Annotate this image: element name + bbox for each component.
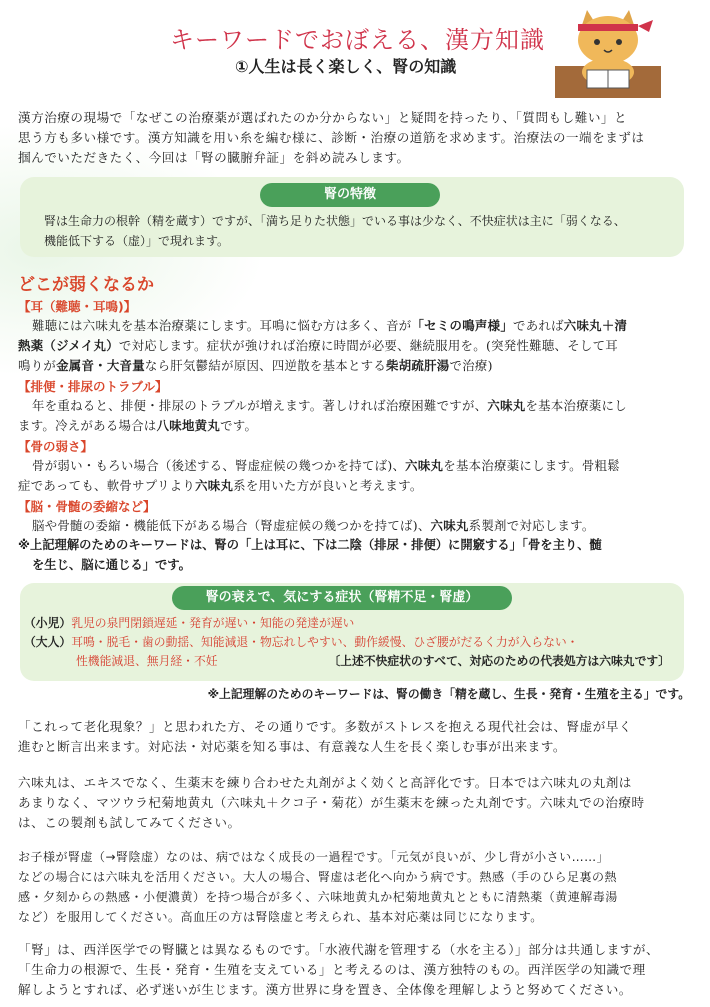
excretion-label: 【排便・排尿のトラブル】 [18, 379, 168, 394]
child-row [24, 614, 354, 632]
text: を基本治療薬にし [525, 398, 627, 413]
text-bold: 六味丸 [195, 478, 234, 493]
text: です。 [220, 418, 258, 433]
para4-line-1: お子様が腎虚（→腎陰虚）なのは、病ではなく成長の一過程です。「元気が良いが、少し背が小さい……」 [18, 850, 610, 864]
kidney-features-box [20, 177, 684, 257]
para5-line-3: 解しようとすれば、必ず迷いが生じます。漢方世界に身を置き、全体像を理解しようと努めてください。 [18, 982, 632, 997]
text: 難聴には六味丸を基本治療薬にします。耳鳴に悩む方は多く、音が [32, 318, 412, 333]
adult-note: 〔上述不快症状のすべて、対応のための代表処方は六味丸です〕 [328, 654, 670, 668]
section-heading-weak: どこが弱くなるか [18, 275, 154, 295]
para3-line-2: あまりなく、マツウラ杞菊地黄丸（六味丸＋クコ子・菊花）が生薬末を練った丸剤です。六味丸での治療時 [18, 795, 645, 810]
kidney-features-line: 機能低下する（虚）」で現れます。 [44, 234, 230, 248]
adult-label: （大人） [24, 635, 72, 649]
text: なら肝気鬱結が原因、四逆散を基本とする [144, 358, 387, 373]
para4-line-2: などの場合には六味丸を活用ください。大人の場合、腎虚は老化へ向かう病です。熱感（手のひら足裏の熱 [18, 870, 618, 884]
ear-line-3 [18, 356, 690, 375]
cat-reading-icon [553, 8, 663, 98]
para3-line-3: は、この製剤も試してみてください。 [18, 815, 241, 830]
excretion-line-2 [18, 416, 690, 435]
text: ます。冷えがある場合は [18, 418, 157, 433]
kidney-decline-box [20, 583, 684, 681]
intro-line-3: 掴んでいただきたく、今回は「腎の臓腑弁証」を斜め読みします。 [18, 150, 410, 165]
bone-line-1 [18, 456, 690, 475]
kidney-features-text [44, 211, 664, 251]
text: 鳴りが [18, 358, 57, 373]
text: であれば [513, 318, 564, 333]
text-bold: 熱薬（ジメイ丸） [18, 338, 119, 353]
para5-line-1: 「腎」は、西洋医学での腎臓とは異なるものです。「水液代謝を管理する（水を主る）」部分は共通しますが、 [18, 942, 660, 957]
para3-line-1: 六味丸は、エキスでなく、生薬末を練り合わせた丸剤がよく効くと高評化です。日本では六味丸の丸剤は [18, 775, 632, 790]
intro-line-2: 思う方も多い様です。漢方知識を用い糸を編む様に、診断・治療の道筋を求めます。治療法の一端をまずは [18, 130, 645, 145]
kidney-features-heading: 腎の特徴 [260, 183, 440, 207]
adult-row [24, 633, 578, 651]
text-bold: 柴胡疏肝湯 [386, 358, 450, 373]
adult-symptoms-2: 性機能減退、無月経・不妊 [76, 654, 218, 668]
text-bold: 「セミの鳴声様」 [411, 318, 514, 333]
text: 症であっても、軟骨サプリより [18, 478, 196, 493]
text-bold: 六味丸＋清 [563, 318, 628, 333]
text-bold: 六味丸 [430, 518, 469, 533]
adult-row-2 [76, 652, 218, 670]
text: で治療) [449, 358, 493, 373]
text: を基本治療薬にします。骨粗鬆 [443, 458, 620, 473]
brain-label: 【脳・骨髄の委縮など】 [18, 499, 156, 514]
text-bold: 八味地黄丸 [156, 418, 221, 433]
keyword-note-1b: を生じ、脳に通じる」です。 [32, 558, 191, 572]
excretion-line-1 [18, 396, 690, 415]
child-symptoms: 乳児の泉門閉鎖遅延・発育が遅い・知能の発達が遅い [71, 616, 355, 630]
text: 系を用いた方が良いと考えます。 [233, 478, 423, 493]
ear-line-1 [18, 316, 690, 335]
intro-line-1: 漢方治療の現場で「なぜこの治療薬が選ばれたのか分からない」と疑問を持ったり、「質問もし難い」と [18, 110, 628, 125]
text-bold: 六味丸 [405, 458, 444, 473]
text: 系製剤で対応します。 [468, 518, 595, 533]
para2-line-1: 「これって老化現象？」と思われた方、その通りです。多数がストレスを抱える現代社会は、腎虚が早く [18, 719, 633, 734]
ear-label: 【耳（難聴・耳鳴)】 [18, 299, 137, 314]
para5-line-2: 「生命力の根源で、生長・発育・生殖を支えている」と考えるのは、漢方独特のもの。西洋医学の知識で理 [18, 962, 646, 977]
text: 脳や骨髄の委縮・機能低下がある場合（腎虚症候の幾つかを持てば)、 [32, 518, 431, 533]
keyword-note-2: ※上記理解のためのキーワードは、腎の働き「精を蔵し、生長・発育・生殖を主る」です。 [207, 687, 690, 701]
child-label: （小児） [24, 616, 72, 630]
bone-line-2 [18, 476, 690, 495]
bone-label: 【骨の弱さ】 [18, 439, 94, 454]
page-title: キーワードでおぼえる、漢方知識 [170, 26, 545, 54]
kidney-decline-heading: 腎の衰えで、気にする症状（腎精不足・腎虚） [172, 586, 512, 610]
para4-line-4: など）を服用してください。高血圧の方は腎陰虚と考えられ、基本対応薬は同じになります。 [18, 910, 543, 924]
page-subtitle: ①人生は長く楽しく、腎の知識 [235, 57, 457, 76]
kidney-features-line: 腎は生命力の根幹（精を蔵す）ですが、「満ち足りた状態」でいる事は少なく、不快症状は主に「弱くなる、 [44, 214, 626, 228]
keyword-note-1: ※上記理解のためのキーワードは、腎の「上は耳に、下は二陰（排尿・排便）に開竅する」「骨を主り、髄 [18, 538, 602, 552]
text-bold: 六味丸 [487, 398, 526, 413]
ear-line-2 [18, 336, 690, 355]
para2-line-2: 進むと断言出来ます。対応法・対応薬を知る事は、有意義な人生を長く楽しむ事が出来ます。 [18, 739, 566, 754]
text: 年を重ねると、排便・排尿のトラブルが増えます。著しければ治療困難ですが、 [32, 398, 488, 413]
text: 骨が弱い・もろい場合（後述する、腎虚症候の幾つかを持てば)、 [32, 458, 406, 473]
adult-symptoms: 耳鳴・脱毛・歯の動揺、知能減退・物忘れしやすい、動作緩慢、ひざ腰がだるく力が入らない・ [71, 635, 579, 649]
brain-line-1 [18, 516, 690, 535]
text: で対応します。症状が強ければ治療に時間が必要、継続服用を。(突発性難聴、そして耳 [118, 338, 618, 353]
para4-line-3: 感・夕刻からの熱感・小便濃黄）を持つ場合が多く、六味地黄丸か杞菊地黄丸とともに清熱薬（黄連解毒湯 [18, 890, 618, 904]
text-bold: 金属音・大音量 [56, 358, 145, 373]
